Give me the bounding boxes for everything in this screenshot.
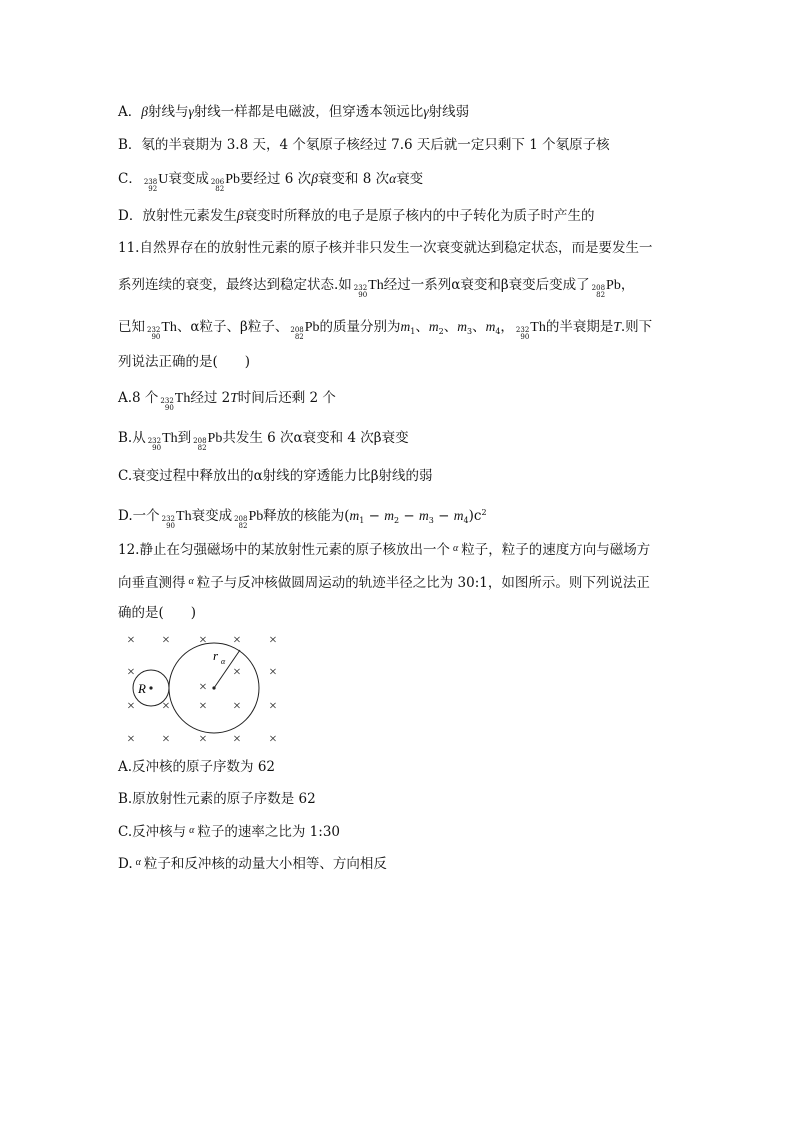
field-cross: × bbox=[233, 699, 241, 714]
energy-expression: $(m_1 - m_2 - m_3 - m_4)c^2$ bbox=[344, 508, 487, 525]
label-r: r bbox=[213, 648, 219, 663]
field-cross: × bbox=[233, 665, 241, 680]
nuclide-pb208: 208 82 Pb bbox=[290, 320, 320, 341]
q11-stem-line2: 系列连续的衰变，最终达到稳定状态.如 232 90 Th经过一系列α衰变和β衰变后变成了 208 82 Pb， bbox=[118, 277, 635, 299]
q11-option-b: B.从 232 90 Th到 208 82 Pb共发生 6 次α衰变和 4 次β衰变 bbox=[118, 430, 409, 452]
field-cross: × bbox=[269, 665, 277, 680]
nuclide-pb208: 208 82 Pb bbox=[193, 431, 223, 452]
q10-option-c: C． 238 92 U衰变成 206 82 Pb要经过 6 次β衰变和 8 次α衰变 bbox=[118, 171, 424, 193]
center-dot-recoil bbox=[149, 686, 152, 689]
label-R: R bbox=[138, 681, 146, 696]
field-cross: × bbox=[127, 699, 135, 714]
field-cross: × bbox=[127, 633, 135, 648]
field-cross: × bbox=[199, 699, 207, 714]
field-cross: × bbox=[269, 732, 277, 747]
q12-option-a: A.反冲核的原子序数为 62 bbox=[118, 759, 276, 775]
q11-option-d: D.一个 232 90 Th衰变成 208 82 Pb释放的核能为$(m_1 - m_2 - m_3 - m_4)c^2$ bbox=[118, 508, 487, 530]
q11-stem-line3: 已知 232 90 Th、α粒子、β粒子、 208 82 Pb的质量分别为$m_1$、$m_2$、$m_3$、$m_4$， 232 90 Th的半衰期是T.则下 bbox=[118, 319, 653, 341]
field-cross: × bbox=[199, 680, 207, 695]
q11-stem-line1: 11.自然界存在的放射性元素的原子核并非只发生一次衰变就达到稳定状态，而是要发生一 bbox=[118, 240, 653, 256]
q12-option-c: C.反冲核与 $^\alpha$ 粒子的速率之比为 1:30 bbox=[118, 824, 340, 840]
q11-option-a: A.8 个 232 90 Th经过 2T时间后还剩 2 个 bbox=[118, 390, 336, 412]
field-cross: × bbox=[162, 699, 170, 714]
q10-option-d: D．放射性元素发生β衰变时所释放的电子是原子核内的中子转化为质子时产生的 bbox=[118, 208, 595, 224]
label-r-sub: α bbox=[221, 657, 226, 666]
q12-stem-line3: 确的是( ) bbox=[118, 605, 197, 621]
q12-option-b: B.原放射性元素的原子序数是 62 bbox=[118, 791, 316, 807]
field-cross: × bbox=[199, 732, 207, 747]
field-cross: × bbox=[199, 633, 207, 648]
nuclide-pb206: 206 82 Pb bbox=[210, 172, 241, 193]
field-cross: × bbox=[127, 665, 135, 680]
field-cross: × bbox=[269, 699, 277, 714]
nuclide-u238: 238 92 U bbox=[143, 172, 169, 193]
q12-option-d: D. $^\alpha$ 粒子和反冲核的动量大小相等、方向相反 bbox=[118, 856, 387, 872]
field-cross: × bbox=[233, 732, 241, 747]
q12-stem-line2: 向垂直测得 $^\alpha$ 粒子与反冲核做圆周运动的轨迹半径之比为 30:1，如图所示。则下列说法正 bbox=[118, 575, 650, 591]
field-cross: × bbox=[162, 633, 170, 648]
center-dot-alpha bbox=[212, 686, 215, 689]
nuclide-th232: 232 90 Th bbox=[161, 509, 192, 530]
nuclide-th232: 232 90 Th bbox=[160, 391, 191, 412]
nuclide-th232: 232 90 Th bbox=[147, 431, 178, 452]
q12-stem-line1: 12.静止在匀强磁场中的某放射性元素的原子核放出一个 $^\alpha$ 粒子，粒子的速度方向与磁场方 bbox=[118, 542, 651, 558]
nuclide-th232: 232 90 Th bbox=[147, 320, 177, 341]
q11-stem-line4: 列说法正确的是( ) bbox=[118, 354, 251, 370]
field-cross: × bbox=[233, 633, 241, 648]
q11-option-c: C.衰变过程中释放出的α射线的穿透能力比β射线的弱 bbox=[118, 468, 433, 484]
nuclide-th232: 232 90 Th bbox=[515, 320, 546, 341]
q10-option-b: B．氡的半衰期为 3.8 天，4 个氡原子核经过 7.6 天后就一定只剩下 1 个氡原子核 bbox=[118, 137, 610, 153]
nuclide-pb208: 208 82 Pb bbox=[591, 278, 621, 299]
field-cross: × bbox=[162, 732, 170, 747]
nuclide-pb208: 208 82 Pb bbox=[234, 509, 264, 530]
q10-option-a: A．β射线与γ射线一样都是电磁波，但穿透本领远比γ射线弱 bbox=[118, 104, 470, 120]
field-cross: × bbox=[127, 732, 135, 747]
field-cross: × bbox=[269, 633, 277, 648]
nuclide-th232: 232 90 Th bbox=[353, 278, 384, 299]
magnetic-field-figure bbox=[118, 626, 288, 754]
